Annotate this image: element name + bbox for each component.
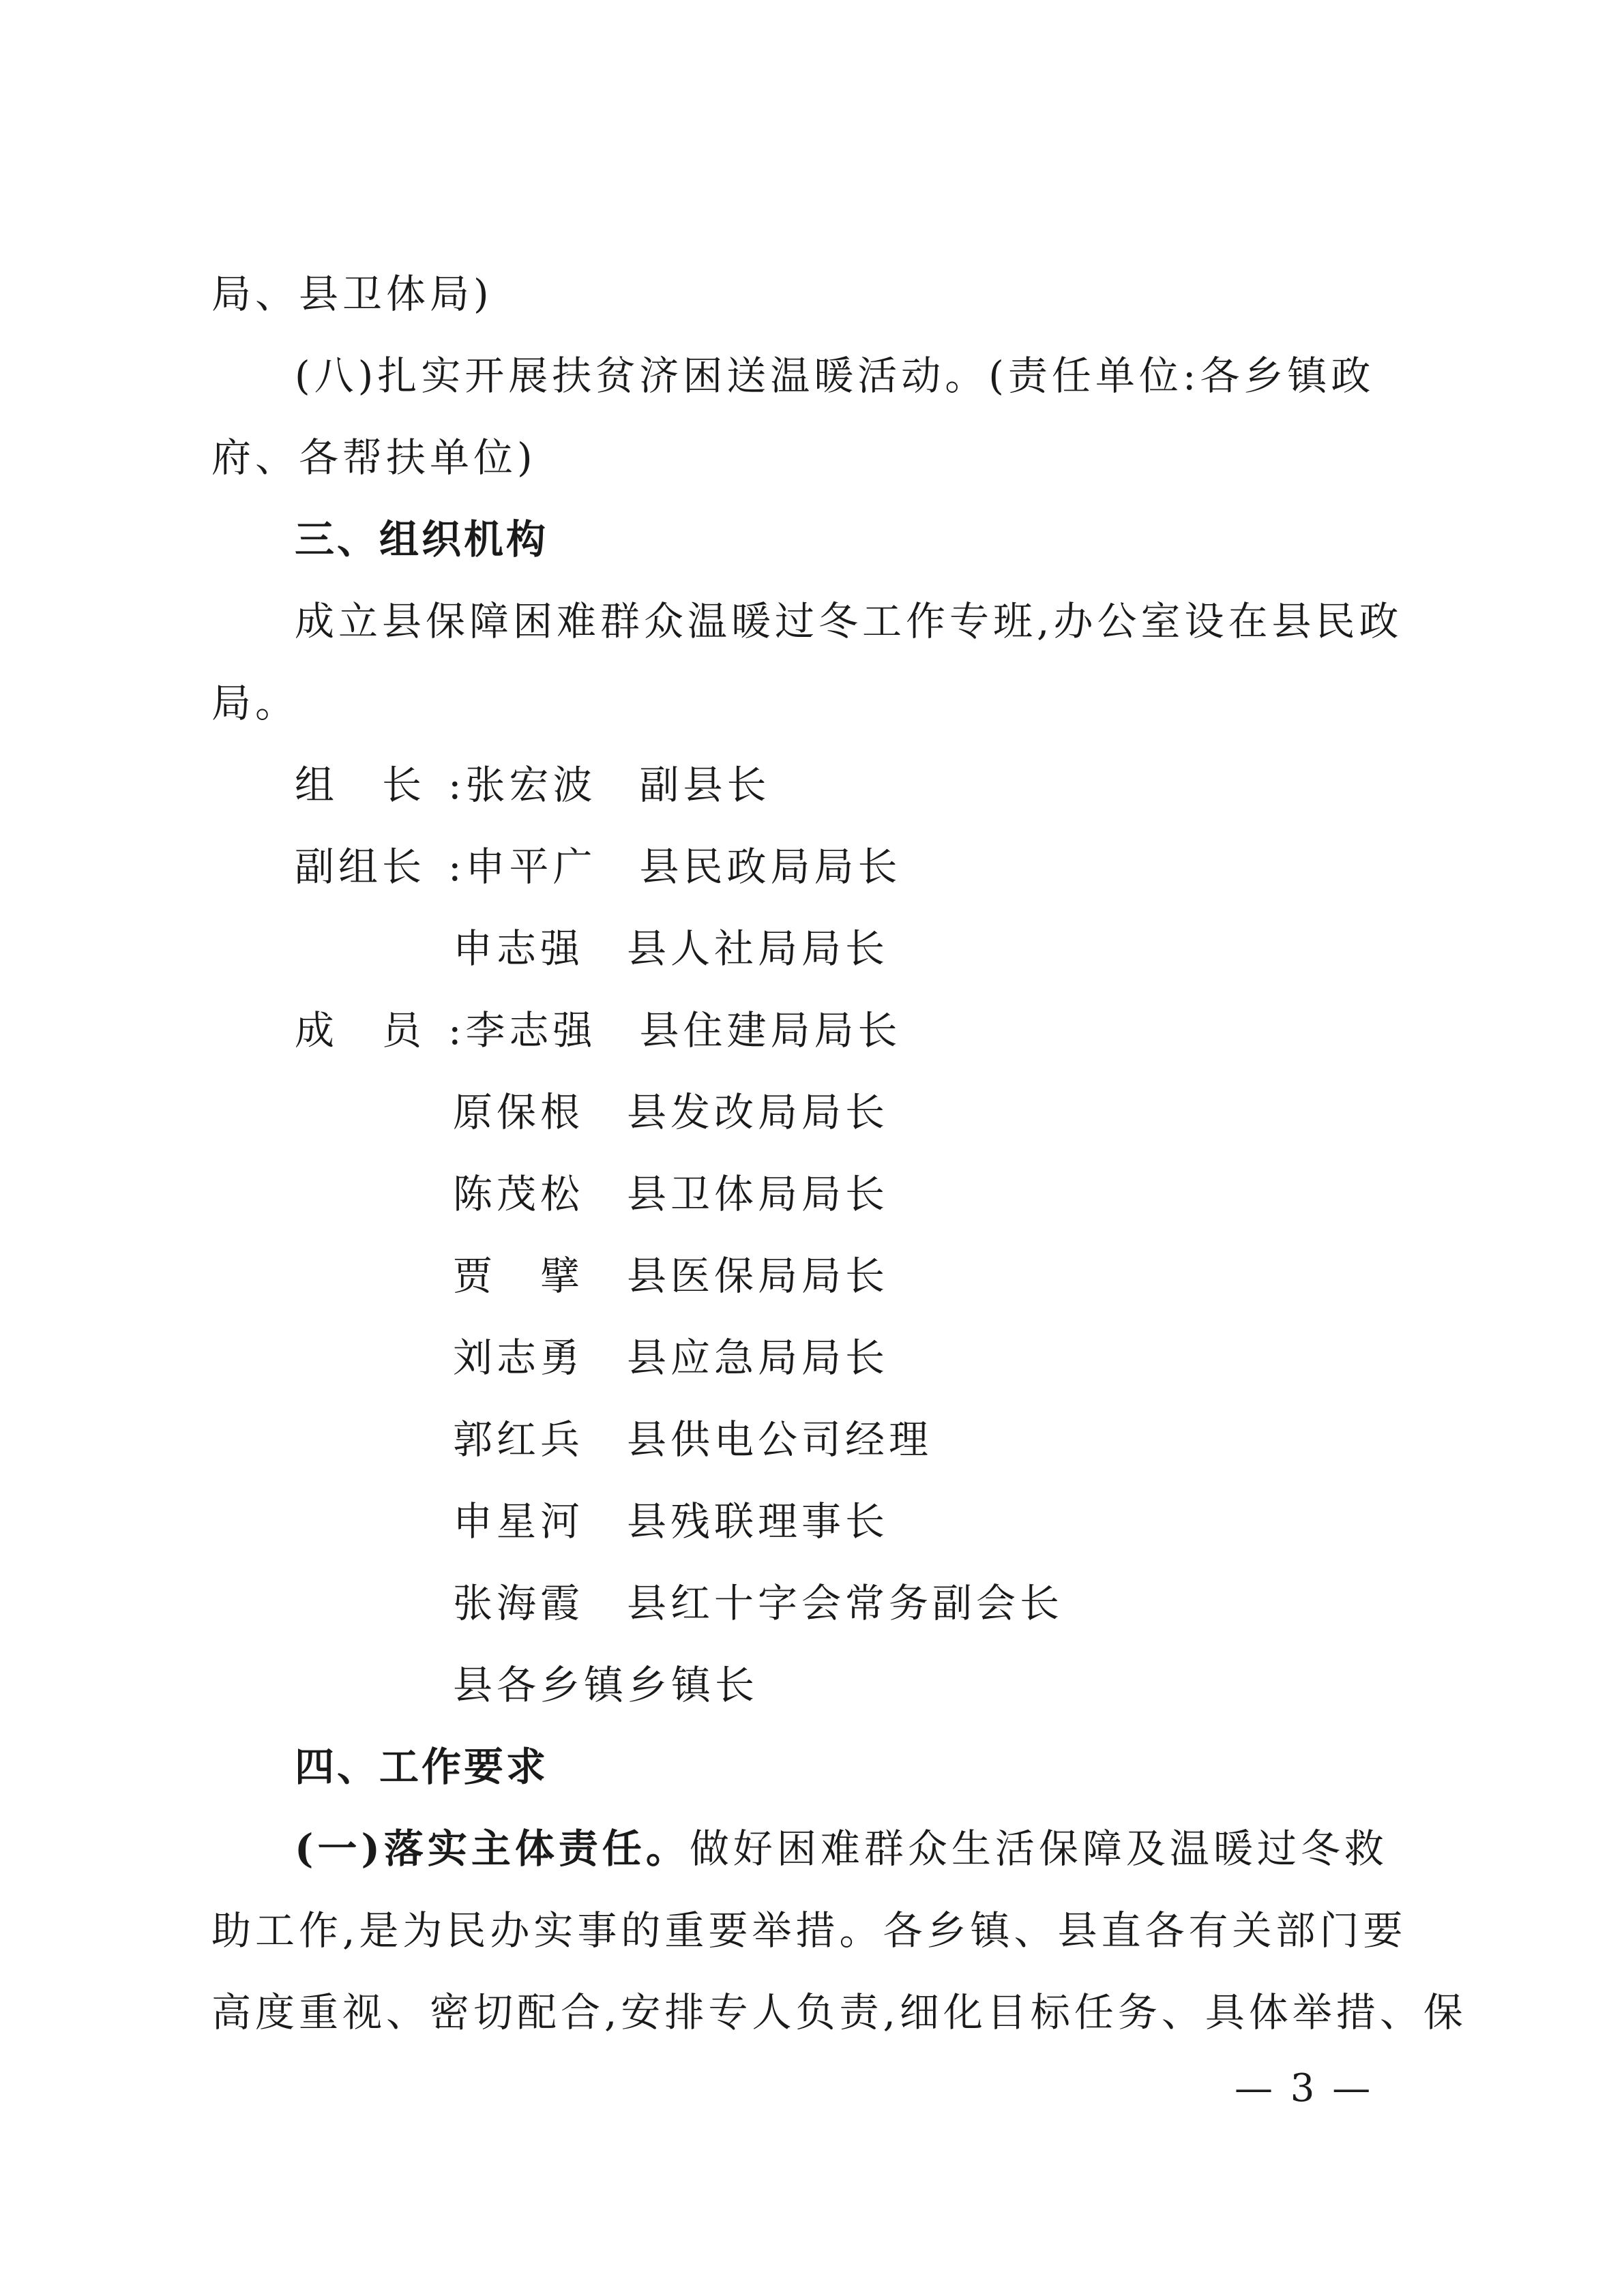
person-name: 申平广: [465, 844, 597, 890]
colon: :: [448, 844, 466, 890]
text-line: 高度重视、密切配合,安排专人负责,细化目标任务、具体举措、保: [211, 1989, 1467, 2036]
person-title: 副县长: [639, 762, 771, 808]
person-title: 县医保局局长: [627, 1253, 889, 1299]
colon: :: [448, 762, 466, 808]
text-line: [295, 1825, 1522, 1872]
person-title: 县卫体局局长: [627, 1171, 889, 1217]
person-title: 县人社局局长: [627, 925, 889, 972]
role-label: 组 长: [295, 762, 426, 808]
person-title: 县住建局局长: [639, 1007, 902, 1054]
roster-row: [453, 1498, 889, 1545]
person-name: 申星河: [453, 1498, 585, 1545]
roster-row: [453, 1662, 759, 1708]
text-line: 局。: [211, 680, 299, 726]
person-title: 县民政局局长: [639, 844, 902, 890]
roster-row: [453, 1335, 889, 1381]
section-heading: 四、工作要求: [295, 1744, 549, 1790]
person-name: 原保根: [453, 1089, 585, 1135]
item-text: 做好困难群众生活保障及温暖过冬救: [689, 1825, 1388, 1872]
person-title: 县红十字会常务副会长: [627, 1580, 1064, 1626]
role-label: 副组长: [295, 844, 426, 890]
section-heading: 三、组织机构: [295, 516, 549, 563]
roster-row: [453, 1580, 1064, 1626]
text-line: (八)扎实开展扶贫济困送温暖活动。(责任单位:各乡镇政: [295, 353, 1375, 399]
roster-row: [453, 1089, 889, 1135]
roster-row: [453, 925, 889, 972]
person-name: 郭红兵: [453, 1416, 585, 1463]
roster-row: [453, 1171, 889, 1217]
person-name: 张海霞: [453, 1580, 585, 1626]
page-number: — 3 —: [1235, 2066, 1374, 2111]
person-title: 县供电公司经理: [627, 1416, 933, 1463]
item-label: (一)落实主体责任。: [295, 1825, 690, 1872]
text-line: 助工作,是为民办实事的重要举措。各乡镇、县直各有关部门要: [211, 1907, 1407, 1954]
roster-row: [453, 1253, 889, 1299]
roster-row-deputy: [295, 844, 902, 890]
roster-row-leader: [295, 762, 771, 808]
person-name: 申志强: [453, 925, 585, 972]
person-name: 陈茂松: [453, 1171, 585, 1217]
role-label: 成 员: [295, 1007, 426, 1054]
text-line: 府、各帮扶单位): [211, 434, 537, 481]
text-line: 成立县保障困难群众温暖过冬工作专班,办公室设在县民政: [295, 598, 1403, 644]
text-line: 局、县卫体局): [211, 271, 493, 317]
roster-row-member: [295, 1007, 902, 1054]
roster-row: [453, 1416, 933, 1463]
person-name: 贾 擘: [453, 1253, 585, 1299]
person-title: 县发改局局长: [627, 1089, 889, 1135]
person-name: 刘志勇: [453, 1335, 585, 1381]
person-title: 县残联理事长: [627, 1498, 889, 1545]
colon: :: [448, 1007, 466, 1054]
person-title: 县各乡镇乡镇长: [453, 1662, 759, 1708]
person-title: 县应急局局长: [627, 1335, 889, 1381]
person-name: 李志强: [465, 1007, 597, 1054]
person-name: 张宏波: [465, 762, 597, 808]
